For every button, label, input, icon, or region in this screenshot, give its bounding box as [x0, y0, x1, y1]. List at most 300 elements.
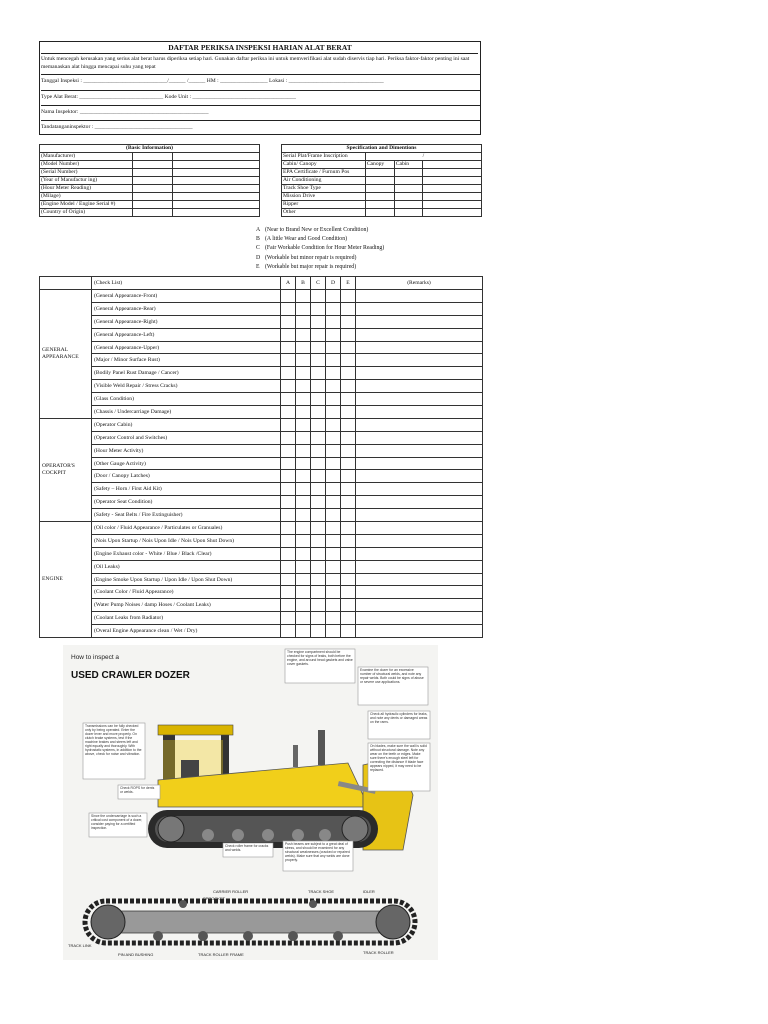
legend-item	[256, 254, 384, 263]
grade-c-checkbox[interactable]	[311, 341, 326, 354]
remarks-cell[interactable]	[356, 547, 483, 560]
grade-e-checkbox[interactable]	[341, 367, 356, 380]
grade-c-checkbox[interactable]	[311, 573, 326, 586]
grade-b-checkbox[interactable]	[296, 483, 311, 496]
track-roller-wheel	[333, 931, 343, 941]
grade-c-checkbox[interactable]	[311, 547, 326, 560]
grade-e-checkbox[interactable]	[341, 393, 356, 406]
spec-row-label: Serial Plat/Frame Inscription	[282, 153, 366, 161]
checklist-row	[40, 367, 483, 380]
grade-c-checkbox[interactable]	[311, 522, 326, 535]
grade-e-checkbox[interactable]	[341, 483, 356, 496]
grade-a-header: A	[281, 277, 296, 290]
spec-input[interactable]	[365, 193, 394, 201]
remarks-cell[interactable]	[356, 612, 483, 625]
grade-e-checkbox[interactable]	[341, 328, 356, 341]
grade-c-checkbox[interactable]	[311, 509, 326, 522]
grade-b-checkbox[interactable]	[296, 599, 311, 612]
grade-a-checkbox[interactable]	[281, 406, 296, 419]
remarks-cell[interactable]	[356, 560, 483, 573]
grade-a-checkbox[interactable]	[281, 522, 296, 535]
checklist-row	[40, 547, 483, 560]
checklist-item: (Hour Meter Activity)	[92, 444, 281, 457]
air-intake	[293, 745, 298, 767]
spec-input[interactable]	[365, 177, 394, 185]
grade-c-checkbox[interactable]	[311, 599, 326, 612]
grade-a-checkbox[interactable]	[281, 547, 296, 560]
grade-d-checkbox[interactable]	[326, 534, 341, 547]
grade-d-checkbox[interactable]	[326, 547, 341, 560]
remarks-cell[interactable]	[356, 380, 483, 393]
grade-e-header: E	[341, 277, 356, 290]
spec-input[interactable]	[422, 201, 481, 209]
grade-a-checkbox[interactable]	[281, 573, 296, 586]
checklist-row	[40, 418, 483, 431]
legend-item	[256, 226, 384, 235]
checklist-item: (Operator Cabin)	[92, 418, 281, 431]
grade-d-checkbox[interactable]	[326, 393, 341, 406]
grade-b-checkbox[interactable]	[296, 354, 311, 367]
checklist-row	[40, 612, 483, 625]
rops-note: Check ROPS for dents or welds.	[120, 786, 155, 794]
grade-d-checkbox[interactable]	[326, 457, 341, 470]
spec-row-label: EPA Certificate / Furnum Pos	[282, 169, 366, 177]
grade-c-checkbox[interactable]	[311, 444, 326, 457]
basic-info-row-label: (Serial Number)	[40, 169, 133, 177]
section-label: GENERAL APPEARANCE	[40, 290, 92, 419]
remarks-cell[interactable]	[356, 625, 483, 638]
track-roller	[319, 829, 331, 841]
grade-c-checkbox[interactable]	[311, 483, 326, 496]
track-roller	[262, 829, 274, 841]
checklist-item: (Visible Weld Repair / Stress Cracks)	[92, 380, 281, 393]
grade-d-checkbox[interactable]	[326, 315, 341, 328]
grade-b-checkbox[interactable]	[296, 290, 311, 303]
remarks-cell[interactable]	[356, 573, 483, 586]
checklist-item: (Other Gauge Activity)	[92, 457, 281, 470]
remarks-cell[interactable]	[356, 418, 483, 431]
remarks-cell[interactable]	[356, 457, 483, 470]
grade-d-checkbox[interactable]	[326, 341, 341, 354]
track-roller-wheel	[288, 931, 298, 941]
grade-b-checkbox[interactable]	[296, 522, 311, 535]
spec-input[interactable]	[422, 185, 481, 193]
basic-info-input[interactable]	[172, 169, 259, 177]
grade-c-checkbox[interactable]	[311, 290, 326, 303]
grade-b-header: B	[296, 277, 311, 290]
checklist-row	[40, 509, 483, 522]
basic-info-input[interactable]	[172, 177, 259, 185]
checklist-item: (Oil Leaks)	[92, 560, 281, 573]
legend-key: C	[256, 245, 260, 252]
checklist-item: (General Appearance-Upper)	[92, 341, 281, 354]
remarks-cell[interactable]	[356, 302, 483, 315]
inspection-date-field[interactable]: Tanggal Inspeksi : ______________________________/______ /______ HM : _________________ Lokasi : __________________________________	[41, 74, 480, 91]
idler-label: IDLER	[363, 889, 375, 894]
grade-e-checkbox[interactable]	[341, 380, 356, 393]
grade-e-checkbox[interactable]	[341, 457, 356, 470]
grade-e-checkbox[interactable]	[341, 496, 356, 509]
grade-b-checkbox[interactable]	[296, 470, 311, 483]
remarks-cell[interactable]	[356, 522, 483, 535]
basic-info-input[interactable]	[172, 153, 259, 161]
spec-row-label: Cabin/ Canopy	[282, 161, 366, 169]
checklist-item: (Glass Condition)	[92, 393, 281, 406]
remarks-cell[interactable]	[356, 509, 483, 522]
grade-d-checkbox[interactable]	[326, 406, 341, 419]
serial-separator[interactable]: /	[365, 153, 481, 161]
grade-e-checkbox[interactable]	[341, 470, 356, 483]
grade-a-checkbox[interactable]	[281, 393, 296, 406]
grade-b-checkbox[interactable]	[296, 393, 311, 406]
blade-note: On blades, make sure the wall is solid without structural damage. Note any wear on the teeth or edges. Make sure there's enough steel left for correcting the distance if blade face appears nipped, it may need to be replaced.	[370, 744, 427, 772]
grade-a-checkbox[interactable]	[281, 496, 296, 509]
welds-note: Examine the dozer for an excessive number of structural welds, and note any repair welds. Both could be signs of abuse or severe use applications.	[360, 668, 424, 684]
checklist-row	[40, 573, 483, 586]
grade-b-checkbox[interactable]	[296, 612, 311, 625]
grade-e-checkbox[interactable]	[341, 431, 356, 444]
grade-c-checkbox[interactable]	[311, 560, 326, 573]
grade-a-checkbox[interactable]	[281, 315, 296, 328]
grade-e-checkbox[interactable]	[341, 547, 356, 560]
basic-info-input[interactable]	[132, 177, 172, 185]
hydraulic-note: Check all hydraulic cylinders for leaks, and note any dents or damaged areas on the rams.	[370, 712, 428, 724]
checklist-row	[40, 599, 483, 612]
checklist-item: (Nois Upon Startup / Nois Upon Idle / Nois Upon Shut Down)	[92, 534, 281, 547]
grade-d-checkbox[interactable]	[326, 625, 341, 638]
track-link-label: TRACK LINK	[68, 943, 92, 948]
grade-a-checkbox[interactable]	[281, 354, 296, 367]
grade-e-checkbox[interactable]	[341, 522, 356, 535]
grade-d-checkbox[interactable]	[326, 509, 341, 522]
grade-c-checkbox[interactable]	[311, 457, 326, 470]
grade-a-checkbox[interactable]	[281, 328, 296, 341]
checklist-item: (Operator Seat Condition)	[92, 496, 281, 509]
grade-d-checkbox[interactable]	[326, 599, 341, 612]
grade-d-checkbox[interactable]	[326, 328, 341, 341]
basic-info-row-label: (Engine Model / Engine Serial #)	[40, 201, 133, 209]
spec-input[interactable]	[422, 169, 481, 177]
remarks-cell[interactable]	[356, 483, 483, 496]
grade-b-checkbox[interactable]	[296, 328, 311, 341]
track-shoe-label: TRACK SHOE	[308, 889, 335, 894]
basic-info-row-label: (Milage)	[40, 193, 133, 201]
grade-c-checkbox[interactable]	[311, 431, 326, 444]
grade-b-checkbox[interactable]	[296, 496, 311, 509]
spec-input[interactable]	[394, 169, 422, 177]
basic-info-input[interactable]	[132, 201, 172, 209]
spec-input[interactable]	[394, 193, 422, 201]
grade-b-checkbox[interactable]	[296, 367, 311, 380]
grade-e-checkbox[interactable]	[341, 509, 356, 522]
grade-e-checkbox[interactable]	[341, 560, 356, 573]
grade-a-checkbox[interactable]	[281, 470, 296, 483]
checklist-row	[40, 393, 483, 406]
track-roller	[292, 829, 304, 841]
legend-text: (Workable but minor repair is required)	[265, 254, 357, 261]
track-roller	[202, 829, 214, 841]
inspection-header	[39, 41, 481, 135]
spec-input[interactable]	[422, 177, 481, 185]
grade-b-checkbox[interactable]	[296, 547, 311, 560]
spec-input[interactable]	[365, 169, 394, 177]
grade-e-checkbox[interactable]	[341, 418, 356, 431]
legend-text: (Fair Workable Condition for Hour Meter Reading)	[265, 245, 385, 252]
remarks-cell[interactable]	[356, 599, 483, 612]
grade-d-checkbox[interactable]	[326, 302, 341, 315]
grade-a-checkbox[interactable]	[281, 509, 296, 522]
grade-c-checkbox[interactable]	[311, 496, 326, 509]
grade-d-header: D	[326, 277, 341, 290]
grade-b-checkbox[interactable]	[296, 315, 311, 328]
basic-info-input[interactable]	[132, 185, 172, 193]
spec-input[interactable]	[394, 185, 422, 193]
grade-e-checkbox[interactable]	[341, 625, 356, 638]
basic-info-input[interactable]	[172, 193, 259, 201]
grade-b-checkbox[interactable]	[296, 509, 311, 522]
track-roller-wheel	[243, 931, 253, 941]
grade-c-checkbox[interactable]	[311, 302, 326, 315]
remarks-cell[interactable]	[356, 431, 483, 444]
spec-heading: Specification and Dimentions	[282, 145, 482, 153]
grade-b-checkbox[interactable]	[296, 431, 311, 444]
push-beam-note: Push beams are subject to a great deal of stress, and should be examined for any structural weaknesses (cracked or repaired welds). Make sure that any welds are done properly.	[285, 842, 350, 862]
checklist-row	[40, 470, 483, 483]
checklist-item: (Overal Engine Appearance clean / Wet / Dry)	[92, 625, 281, 638]
grade-b-checkbox[interactable]	[296, 302, 311, 315]
equipment-type-field[interactable]: Type Alat Berat: ______________________________ Kode Unit : _____________________________________	[41, 90, 480, 107]
grade-a-checkbox[interactable]	[281, 625, 296, 638]
spec-input[interactable]	[394, 201, 422, 209]
grade-d-checkbox[interactable]	[326, 573, 341, 586]
basic-info-input[interactable]	[132, 169, 172, 177]
grade-a-checkbox[interactable]	[281, 599, 296, 612]
inspector-name-field[interactable]: Nama Inspektor: ______________________________________________	[41, 105, 480, 122]
track-roller-wheel	[153, 931, 163, 941]
grade-e-checkbox[interactable]	[341, 290, 356, 303]
remarks-cell[interactable]	[356, 393, 483, 406]
grade-d-checkbox[interactable]	[326, 612, 341, 625]
basic-info-row-label: (Country of Origin)	[40, 209, 133, 217]
grade-c-checkbox[interactable]	[311, 534, 326, 547]
checklist-item: (Engine Exhaust color - White / Blue / Black /Clear)	[92, 547, 281, 560]
section-column-header	[40, 277, 92, 290]
remarks-cell[interactable]	[356, 290, 483, 303]
spec-input[interactable]	[422, 209, 481, 217]
inspector-signature-field[interactable]: Tandatanganinspektor : ___________________________________	[41, 120, 480, 137]
remarks-cell[interactable]	[356, 315, 483, 328]
legend-text: (Workable but major repair is required)	[265, 263, 357, 270]
basic-info-input[interactable]	[132, 153, 172, 161]
checklist-item: (General Appearance-Rear)	[92, 302, 281, 315]
remarks-cell[interactable]	[356, 444, 483, 457]
remarks-cell[interactable]	[356, 496, 483, 509]
remarks-cell[interactable]	[356, 586, 483, 599]
checklist-row	[40, 341, 483, 354]
exhaust-stack	[318, 730, 325, 765]
grade-b-checkbox[interactable]	[296, 573, 311, 586]
remarks-cell[interactable]	[356, 534, 483, 547]
grade-a-checkbox[interactable]	[281, 534, 296, 547]
grade-b-checkbox[interactable]	[296, 457, 311, 470]
grade-a-checkbox[interactable]	[281, 483, 296, 496]
grade-c-checkbox[interactable]	[311, 354, 326, 367]
grade-a-checkbox[interactable]	[281, 290, 296, 303]
sprocket-label: SPROCKET	[203, 896, 226, 901]
grade-a-checkbox[interactable]	[281, 302, 296, 315]
grade-b-checkbox[interactable]	[296, 444, 311, 457]
grade-c-checkbox[interactable]	[311, 406, 326, 419]
spec-input[interactable]	[365, 201, 394, 209]
checklist-item: (Operator Control and Switches)	[92, 431, 281, 444]
basic-info-input[interactable]	[132, 209, 172, 217]
grade-d-checkbox[interactable]	[326, 496, 341, 509]
spec-input[interactable]	[422, 193, 481, 201]
checklist-row	[40, 302, 483, 315]
legend-key: E	[256, 263, 260, 270]
checklist-row	[40, 315, 483, 328]
checklist-row	[40, 586, 483, 599]
spec-input[interactable]	[365, 209, 394, 217]
grade-e-checkbox[interactable]	[341, 586, 356, 599]
cabin-option[interactable]: Cabin	[394, 161, 422, 169]
basic-info-input[interactable]	[172, 201, 259, 209]
basic-info-row-label: (Hour Meter Reading)	[40, 185, 133, 193]
grade-b-checkbox[interactable]	[296, 625, 311, 638]
checklist-item: (Chassis / Undercarriage Damage)	[92, 406, 281, 419]
grade-b-checkbox[interactable]	[296, 534, 311, 547]
grade-d-checkbox[interactable]	[326, 470, 341, 483]
legend-item	[256, 235, 384, 244]
grade-e-checkbox[interactable]	[341, 341, 356, 354]
checklist-item: (Engine Smoke Upon Startup / Upon Idle / Upon Shut Down)	[92, 573, 281, 586]
basic-info-input[interactable]	[172, 161, 259, 169]
legend-text: (Near to Brand New or Excellent Condition)	[265, 227, 369, 233]
spec-input[interactable]	[394, 209, 422, 217]
idler-wheel	[376, 905, 410, 939]
grade-c-checkbox[interactable]	[311, 586, 326, 599]
grade-c-checkbox[interactable]	[311, 612, 326, 625]
grade-c-checkbox[interactable]	[311, 380, 326, 393]
spec-input[interactable]	[422, 161, 481, 169]
grade-e-checkbox[interactable]	[341, 302, 356, 315]
remarks-cell[interactable]	[356, 406, 483, 419]
remarks-cell[interactable]	[356, 354, 483, 367]
grade-a-checkbox[interactable]	[281, 444, 296, 457]
grade-a-checkbox[interactable]	[281, 341, 296, 354]
track-roller-label: TRACK ROLLER	[363, 950, 394, 955]
grade-e-checkbox[interactable]	[341, 573, 356, 586]
checklist-item: (Bodily Panel Rust Damage / Cancer)	[92, 367, 281, 380]
remarks-cell[interactable]	[356, 328, 483, 341]
grade-b-checkbox[interactable]	[296, 418, 311, 431]
grade-b-checkbox[interactable]	[296, 341, 311, 354]
grade-d-checkbox[interactable]	[326, 380, 341, 393]
grade-c-checkbox[interactable]	[311, 328, 326, 341]
grade-e-checkbox[interactable]	[341, 406, 356, 419]
grade-a-checkbox[interactable]	[281, 560, 296, 573]
grade-a-checkbox[interactable]	[281, 586, 296, 599]
grade-a-checkbox[interactable]	[281, 380, 296, 393]
grade-e-checkbox[interactable]	[341, 534, 356, 547]
grade-a-checkbox[interactable]	[281, 367, 296, 380]
grade-b-checkbox[interactable]	[296, 560, 311, 573]
grade-c-checkbox[interactable]	[311, 393, 326, 406]
carrier-roller-label: CARRIER ROLLER	[213, 889, 249, 894]
transmission-note: Transmissions can be fully checked only by being operated. Enter the dozer lever and move properly. On clutch brake systems, test if the machine brakes and steers left and right equally and thoroughly. With hydrostatic systems, in addition to the above, check for noise and vibration.	[85, 724, 142, 756]
grade-d-checkbox[interactable]	[326, 560, 341, 573]
grade-c-checkbox[interactable]	[311, 315, 326, 328]
grade-e-checkbox[interactable]	[341, 599, 356, 612]
basic-info-input[interactable]	[132, 193, 172, 201]
grade-a-checkbox[interactable]	[281, 431, 296, 444]
grade-d-checkbox[interactable]	[326, 418, 341, 431]
intro-text: Untuk mencegah kerusakan yang serius alat berat harus diperiksa setiap hari. Gunakan daftar periksa ini untuk memverifikasi alat sudah diservis tiap hari. Periksa faktor-faktor penting ini saat memanaskan alat hingga mencapai suhu yang tepat	[41, 53, 478, 71]
grade-d-checkbox[interactable]	[326, 354, 341, 367]
engine-note: The engine compartment should be checked for signs of leaks, both before the engine, and around head gaskets and valve cover gaskets.	[287, 650, 353, 666]
canopy-option[interactable]: Canopy	[365, 161, 394, 169]
remarks-cell[interactable]	[356, 367, 483, 380]
checklist-row	[40, 560, 483, 573]
carrier-roller	[309, 900, 317, 908]
grade-e-checkbox[interactable]	[341, 444, 356, 457]
inspection-checklist	[39, 276, 483, 638]
legend-key: A	[256, 227, 261, 233]
grade-c-checkbox[interactable]	[311, 418, 326, 431]
grade-e-checkbox[interactable]	[341, 354, 356, 367]
grade-a-checkbox[interactable]	[281, 418, 296, 431]
grade-d-checkbox[interactable]	[326, 522, 341, 535]
spec-input[interactable]	[394, 177, 422, 185]
section-label: ENGINE	[40, 522, 92, 638]
grade-c-checkbox[interactable]	[311, 470, 326, 483]
legend-item	[256, 263, 384, 272]
grade-d-checkbox[interactable]	[326, 483, 341, 496]
checklist-item: (Coolant Color / Fluid Appearance)	[92, 586, 281, 599]
basic-info-input[interactable]	[132, 161, 172, 169]
legend-key: D	[256, 254, 261, 261]
grade-c-checkbox[interactable]	[311, 367, 326, 380]
grade-b-checkbox[interactable]	[296, 406, 311, 419]
grade-a-checkbox[interactable]	[281, 612, 296, 625]
grade-e-checkbox[interactable]	[341, 315, 356, 328]
grade-b-checkbox[interactable]	[296, 586, 311, 599]
illustration-title: USED CRAWLER DOZER	[71, 670, 190, 681]
grade-c-header: C	[311, 277, 326, 290]
remarks-cell[interactable]	[356, 341, 483, 354]
checklist-row	[40, 483, 483, 496]
basic-info-input[interactable]	[172, 185, 259, 193]
grade-c-checkbox[interactable]	[311, 625, 326, 638]
roller-frame-note: Check roller frame for cracks and welds.	[225, 844, 269, 852]
spec-input[interactable]	[365, 185, 394, 193]
legend-item	[256, 244, 384, 253]
grade-b-checkbox[interactable]	[296, 380, 311, 393]
grade-d-checkbox[interactable]	[326, 290, 341, 303]
grade-a-checkbox[interactable]	[281, 457, 296, 470]
basic-info-input[interactable]	[172, 209, 259, 217]
checklist-header: (Check List)	[92, 277, 281, 290]
remarks-cell[interactable]	[356, 470, 483, 483]
grade-d-checkbox[interactable]	[326, 367, 341, 380]
grade-d-checkbox[interactable]	[326, 444, 341, 457]
grade-d-checkbox[interactable]	[326, 586, 341, 599]
checklist-item: (Oil color / Fluid Appearance / Particulates or Granuales)	[92, 522, 281, 535]
rops-canopy	[158, 725, 233, 735]
grade-e-checkbox[interactable]	[341, 612, 356, 625]
checklist-row	[40, 534, 483, 547]
grade-d-checkbox[interactable]	[326, 431, 341, 444]
